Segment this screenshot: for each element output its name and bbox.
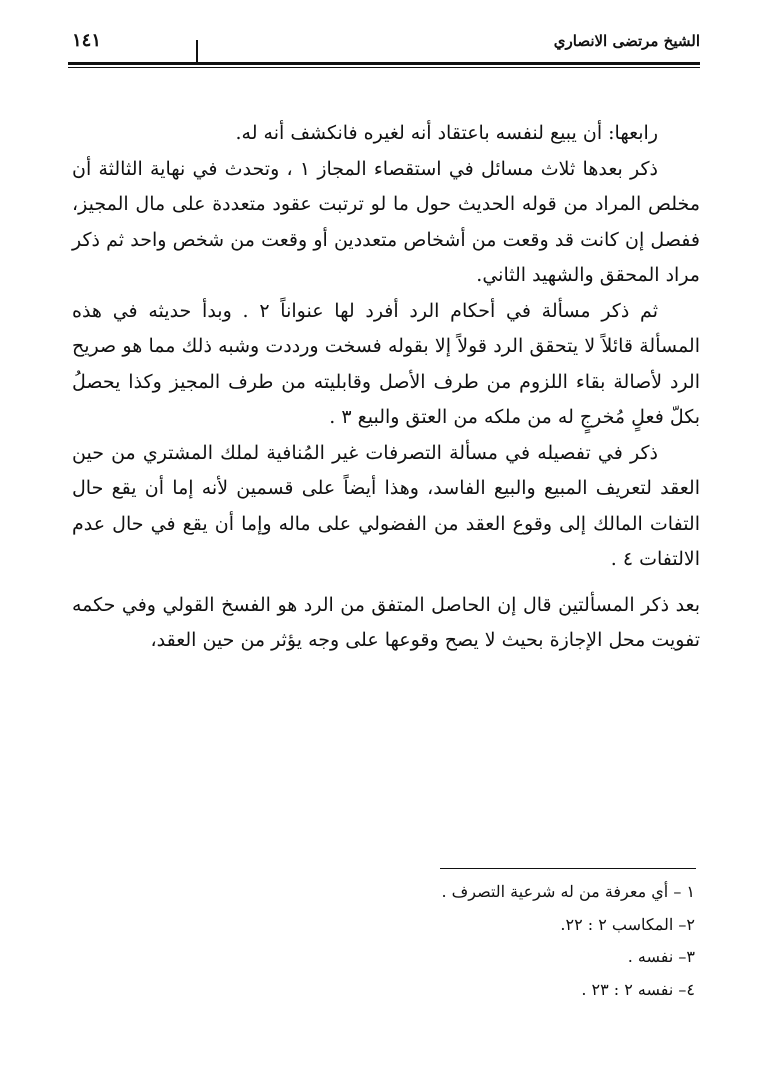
footnote-1: ١ – أي معرفة من له شرعية التصرف .	[441, 882, 695, 901]
footnote-4: ٤– نفسه ٢ : ٢٣ .	[581, 979, 695, 999]
footnote-3: ٣– نفسه .	[627, 947, 695, 966]
paragraph-rejection-rules: ثم ذكر مسألة في أحكام الرد أفرد لها عنواناً ٢ . وبدأ حديثه في هذه المسألة قائلاً لا يتحقق الرد قولاً إلا بقوله فسخت ورددت وشبه ذلك مما هو صريح الرد لأصالة بقاء اللزوم من طرف الأصل وقابليته من طرف المجيز وكذا يحصلُ بكلّ فعلٍ مُخرجٍ له من ملكه من العتق والبيع ٣ .	[72, 299, 700, 428]
header-rule-thin	[68, 67, 700, 68]
paragraph-three-issues: ذكر بعدها ثلاث مسائل في استقصاء المجاز ١ ، وتحدث في نهاية الثالثة أن مخلص المراد من قوله الحديث حول ما لو ترتبت عقود متعددة على مال المجيز، ففصل إن كانت قد وقعت من أشخاص متعددين أو وقعت من شخص واحد ثم ذكر مراد المحقق والشهيد الثاني.	[72, 157, 700, 286]
paragraph-after-two-issues: بعد ذكر المسألتين قال إن الحاصل المتفق من الرد هو الفسخ القولي وفي حكمه تفويت محل الإجازة بحيث لا يصح وقوعها على وجه يؤثر من حين العقد،	[72, 593, 700, 651]
footnote-2: ٢– المكاسب ٢ : ٢٢.	[560, 914, 695, 934]
footnotes	[295, 876, 695, 1006]
paragraph-dispositions: ذكر في تفصيله في مسألة التصرفات غير المُنافية لملك المشتري من حين العقد لتعريف المبيع والبيع الفاسد، وهذا أيضاً على قسمين لأنه إما أن يقع حال التفات المالك إلى وقوع العقد من الفضولي على ماله وإما أن يقع في حال عدم الالتفات ٤ .	[72, 441, 700, 570]
header-tick-divider	[196, 40, 198, 64]
header-rule-thick	[68, 62, 700, 65]
page-header	[68, 32, 700, 68]
main-text	[72, 116, 700, 659]
footnote-separator	[440, 868, 696, 869]
running-title: الشيخ مرتضى الانصاري	[553, 32, 700, 50]
page-number: ١٤١	[72, 30, 102, 51]
paragraph-fourth: رابعها: أن يبيع لنفسه باعتقاد أنه لغيره فانكشف أنه له.	[235, 122, 658, 144]
